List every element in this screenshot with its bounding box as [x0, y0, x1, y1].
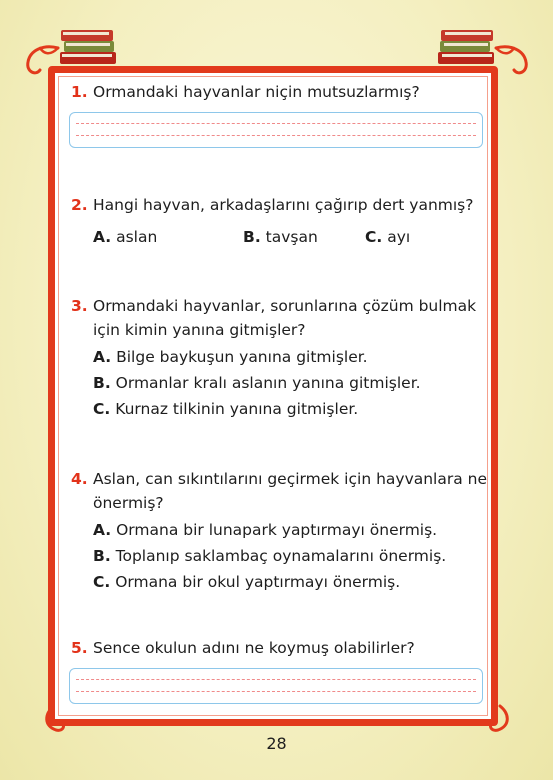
option-b[interactable]: B. tavşan — [243, 228, 318, 246]
question-number: 1. — [71, 83, 88, 101]
option-b[interactable]: B. Toplanıp saklambaç oynamalarını önermiş. — [93, 547, 447, 565]
question-text: Hangi hayvan, arkadaşlarını çağırıp dert yanmış? — [93, 196, 474, 214]
option-b[interactable]: B. Ormanlar kralı aslanın yanına gitmişler. — [93, 374, 421, 392]
question-number: 4. — [71, 470, 88, 488]
question-1 — [71, 80, 491, 104]
question-text-line1: Ormandaki hayvanlar, sorunlarına çözüm bulmak — [93, 297, 477, 315]
answer-box-5[interactable] — [69, 668, 483, 704]
question-number: 3. — [71, 297, 88, 315]
page-number: 28 — [266, 734, 287, 753]
book-stack-icon — [56, 26, 120, 66]
question-3 — [71, 294, 491, 422]
question-2 — [71, 193, 491, 249]
option-a[interactable]: A. Bilge baykuşun yanına gitmişler. — [93, 348, 368, 366]
answer-box-1[interactable] — [69, 112, 483, 148]
question-4 — [71, 467, 491, 595]
question-text: Ormandaki hayvanlar niçin mutsuzlarmış? — [93, 83, 420, 101]
question-number: 2. — [71, 196, 88, 214]
question-5 — [71, 636, 491, 660]
option-a[interactable]: A. Ormana bir lunapark yaptırmayı önermiş. — [93, 521, 438, 539]
options-row — [93, 225, 491, 249]
option-c[interactable]: C. ayı — [365, 228, 411, 246]
question-text-line2: önermiş? — [93, 494, 164, 512]
question-text-line2: için kimin yanına gitmişler? — [93, 321, 306, 339]
question-number: 5. — [71, 639, 88, 657]
question-text-line1: Aslan, can sıkıntılarını geçirmek için hayvanlara ne — [93, 470, 488, 488]
option-a[interactable]: A. aslan — [93, 228, 158, 246]
option-c[interactable]: C. Kurnaz tilkinin yanına gitmişler. — [93, 400, 359, 418]
option-c[interactable]: C. Ormana bir okul yaptırmayı önermiş. — [93, 573, 401, 591]
question-text: Sence okulun adını ne koymuş olabilirler? — [93, 639, 415, 657]
book-stack-icon — [434, 26, 498, 66]
